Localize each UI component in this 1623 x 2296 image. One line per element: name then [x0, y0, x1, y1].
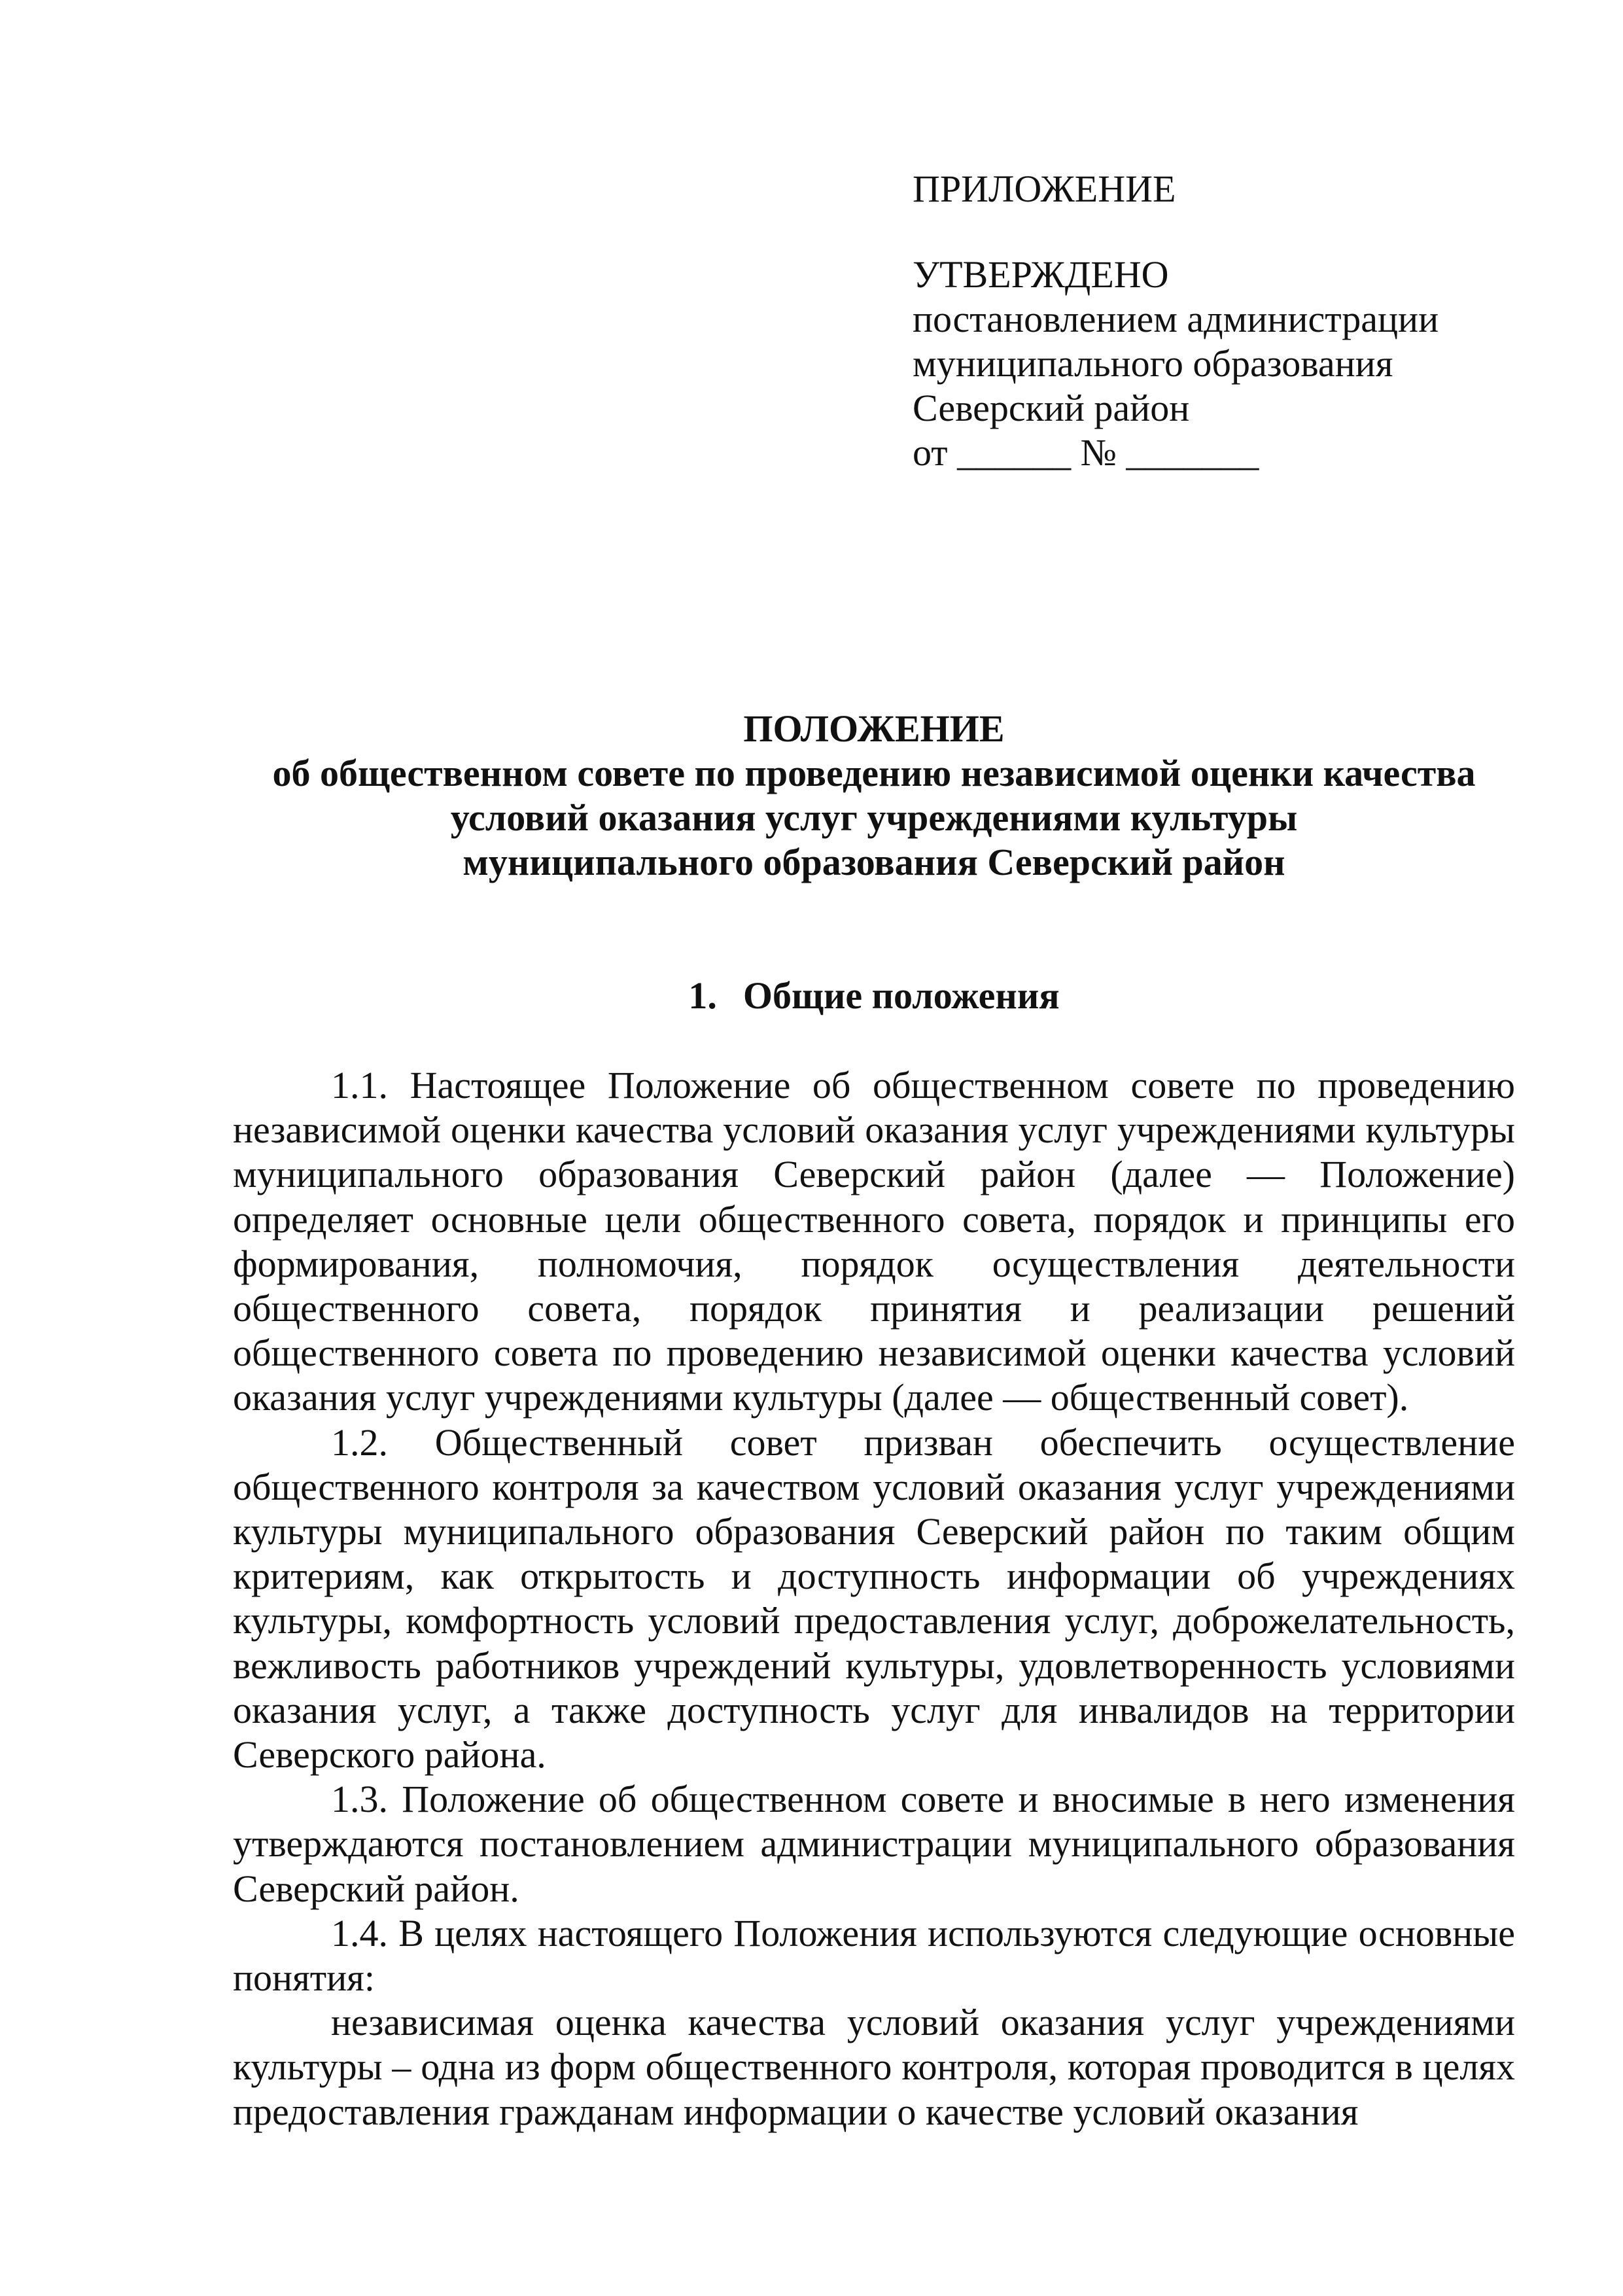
- paragraph-1-1: 1.1. Настоящее Положение об общественном совете по проведению независимой оценки качества условий оказания услуг учреждениями культуры муниципального образования Северский район (далее — Положение) определяет основные цели общественного совета, порядок и принципы его формирования, полномочия, порядок осуществления деятельности общественного совета, порядок принятия и реализации решений общественного совета по проведению независимой оценки качества условий оказания услуг учреждениями культуры (далее — общественный совет).: [233, 1064, 1515, 1419]
- approval-spacer: [913, 211, 1567, 253]
- section-heading: [233, 974, 1515, 1018]
- approval-date-number-line: от ______ № _______: [913, 431, 1259, 474]
- paragraph-definition: независимая оценка качества условий оказания услуг учреждениями культуры – одна из форм общественного контроля, которая проводится в целях предоставления гражданам информации о качестве условий оказания: [233, 2001, 1515, 2133]
- appendix-label: ПРИЛОЖЕНИЕ: [913, 168, 1176, 210]
- approval-block: [913, 167, 1567, 475]
- title-line-3: муниципального образования Северский район: [462, 841, 1285, 883]
- paragraph-1-2: 1.2. Общественный совет призван обеспечить осуществление общественного контроля за качеством условий оказания услуг учреждениями культуры муниципального образования Северский район по таким общим критериям, как открытость и доступность информации об учреждениях культуры, комфортность условий предоставления услуг, доброжелательность, вежливость работников учреждений культуры, удовлетворенность условиями оказания услуг, а также доступность услуг для инвалидов на территории Северского района.: [233, 1421, 1515, 1776]
- title-line-2: условий оказания услуг учреждениями культуры: [450, 796, 1298, 839]
- approval-line-2: муниципального образования: [913, 342, 1393, 385]
- title-heading: ПОЛОЖЕНИЕ: [743, 707, 1005, 750]
- approved-label: УТВЕРЖДЕНО: [913, 253, 1169, 296]
- section-number: 1.: [688, 974, 717, 1017]
- document-title: [233, 707, 1515, 885]
- paragraph-1-4: 1.4. В целях настоящего Положения используются следующие основные понятия:: [233, 1911, 1515, 2000]
- title-line-1: об общественном совете по проведению независимой оценки качества: [272, 752, 1476, 794]
- approval-line-1: постановлением администрации: [913, 298, 1439, 340]
- document-body: [233, 1063, 1515, 2134]
- paragraph-1-3: 1.3. Положение об общественном совете и вносимые в него изменения утверждаются постановлением администрации муниципального образования Северский район.: [233, 1778, 1515, 1910]
- approval-line-3: Северский район: [913, 387, 1190, 429]
- section-title: Общие положения: [742, 974, 1060, 1017]
